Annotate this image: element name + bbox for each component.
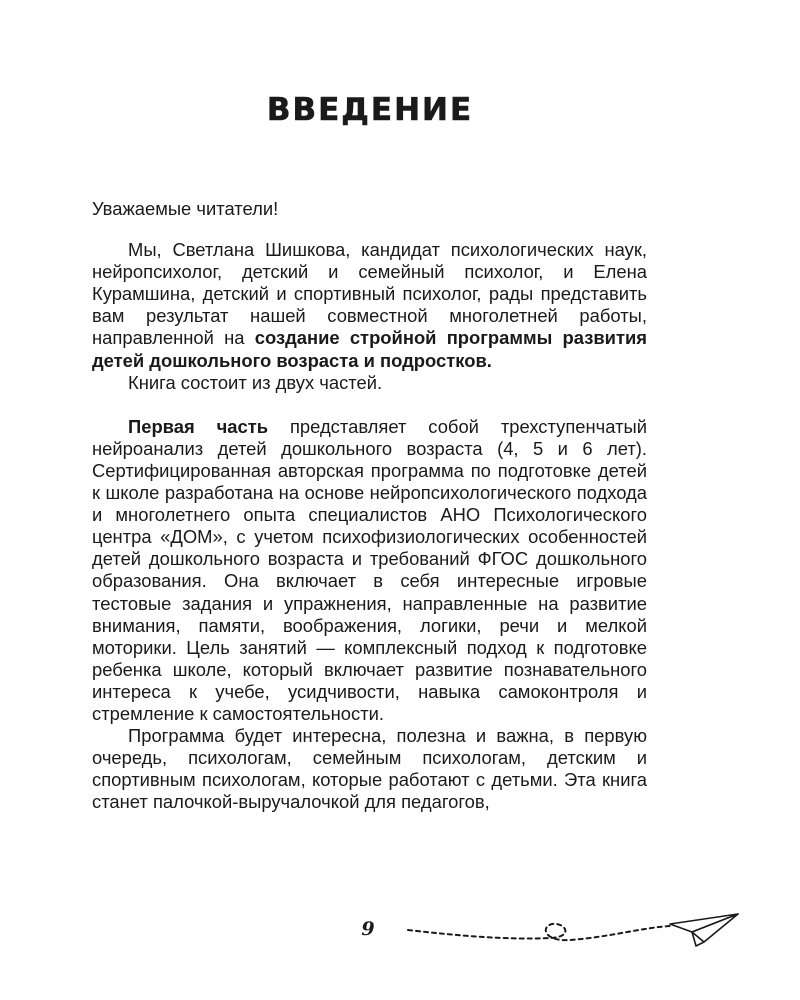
dashed-flight-line (408, 924, 670, 940)
first-part-label: Первая часть (128, 415, 269, 437)
paragraph-audience: Программа будет интересна, полезна и важна, в первую очередь, психологам, семейным психологам, детским и спортивным психологам, которые работают с детьми. Эта книга станет палочкой-выручалочкой для педагогов, (92, 725, 647, 813)
page-number: 9 (361, 918, 375, 940)
paragraph-intro-emphasis: создание стройной программы развития детей дошкольного возраста и подростков. (92, 327, 647, 371)
text-body (92, 198, 647, 813)
paragraph-intro (92, 239, 647, 372)
dashed-flight-path (400, 900, 750, 960)
paragraph-structure: Книга состоит из двух частей. (128, 371, 383, 393)
paper-plane-icon (670, 914, 738, 946)
first-part-text: представляет собой трехступенчатый нейроанализ детей дошкольного возраста (4, 5 и 6 лет). Сертифицированная авторская программа по подготовке детей к школе разработана на основе нейропсихологического подхода и многолетнего опыта специалистов АНО Психологического центра «ДОМ», с учетом психофизиологических особенностей детей дошкольного возраста и требований ФГОС дошкольного образования. Она включает в себя интересные игровые тестовые задания и упражнения, направленные на развитие внимания, памяти, воображения, логики, речи и мелкой моторики. Цель занятий — комплексный подход к подготовке ребенка школе, который включает развитие познавательного интереса к учебе, усидчивости, навыка самоконтроля и стремление к самостоятельности. (92, 415, 647, 724)
paragraph-first-part (92, 416, 647, 725)
paragraph-intro-text: Мы, Светлана Шишкова, кандидат психологических наук, нейропсихолог, детский и семейный психолог, и Елена Курамшина, детский и спортивный психолог, рады представить вам результат нашей совместной многолетней работы, направленной на (92, 239, 647, 349)
page-title: ВВЕДЕНИЕ (266, 92, 474, 128)
greeting: Уважаемые читатели! (92, 198, 279, 219)
